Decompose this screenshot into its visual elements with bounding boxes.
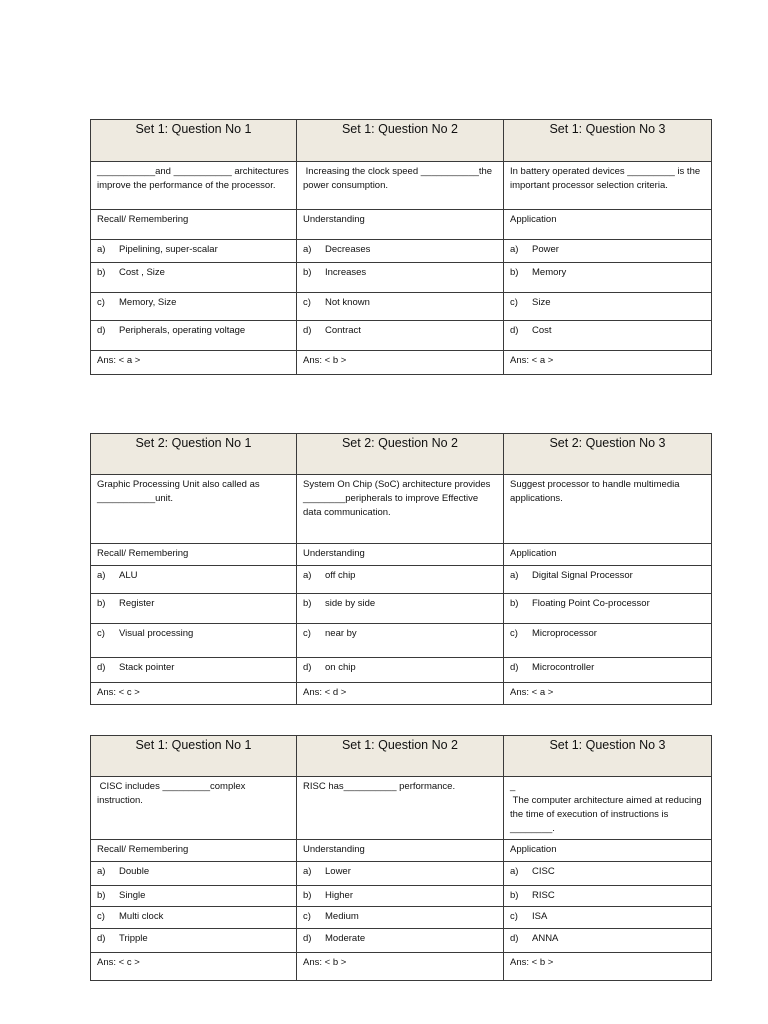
option-text: Power bbox=[532, 244, 559, 255]
option-letter: a) bbox=[303, 570, 312, 581]
option-text: Microcontroller bbox=[532, 662, 595, 673]
question-text: In battery operated devices _________ is the important processor selection criteria. bbox=[504, 162, 712, 210]
option-c bbox=[504, 293, 712, 321]
answer: Ans: < a > bbox=[91, 351, 297, 375]
option-text: Memory, Size bbox=[119, 297, 177, 308]
option-letter: a) bbox=[303, 244, 312, 255]
question-table-3 bbox=[90, 735, 712, 981]
option-text: Peripherals, operating voltage bbox=[119, 325, 246, 336]
cognitive-level: Recall/ Remembering bbox=[91, 544, 297, 566]
option-a bbox=[504, 240, 712, 263]
option-text: Pipelining, super-scalar bbox=[119, 244, 218, 255]
option-text: Register bbox=[119, 598, 155, 609]
option-d bbox=[504, 658, 712, 683]
option-letter: d) bbox=[97, 325, 106, 336]
option-letter: a) bbox=[97, 570, 106, 581]
question-table-2 bbox=[90, 433, 712, 705]
option-c bbox=[297, 907, 504, 929]
question-text: System On Chip (SoC) architecture provides ________peripherals to improve Effective data communication. bbox=[297, 475, 504, 544]
option-a bbox=[504, 566, 712, 594]
option-text: Cost bbox=[532, 325, 552, 336]
option-text: Microprocessor bbox=[532, 628, 597, 639]
answer: Ans: < b > bbox=[297, 953, 504, 981]
answer: Ans: < c > bbox=[91, 683, 297, 705]
question-header: Set 1: Question No 3 bbox=[504, 120, 712, 162]
option-c bbox=[297, 293, 504, 321]
option-letter: b) bbox=[303, 267, 312, 278]
answer: Ans: < b > bbox=[504, 953, 712, 981]
question-text: CISC includes _________complex instruction. bbox=[91, 777, 297, 840]
option-a bbox=[504, 862, 712, 886]
option-b bbox=[504, 594, 712, 624]
option-c bbox=[504, 907, 712, 929]
answer: Ans: < a > bbox=[504, 351, 712, 375]
option-d bbox=[297, 929, 504, 953]
option-b bbox=[297, 594, 504, 624]
option-text: Moderate bbox=[325, 933, 366, 944]
answer: Ans: < b > bbox=[297, 351, 504, 375]
option-d bbox=[504, 929, 712, 953]
option-text: ALU bbox=[119, 570, 138, 581]
option-text: Floating Point Co-processor bbox=[532, 598, 650, 609]
question-text: _ The computer architecture aimed at reducing the time of execution of instructions is ________. bbox=[504, 777, 712, 840]
option-text: Single bbox=[119, 890, 146, 901]
option-letter: b) bbox=[97, 890, 106, 901]
option-letter: a) bbox=[97, 244, 106, 255]
option-letter: b) bbox=[303, 598, 312, 609]
option-letter: d) bbox=[97, 933, 106, 944]
option-text: Increases bbox=[325, 267, 367, 278]
cognitive-level: Understanding bbox=[297, 544, 504, 566]
option-letter: d) bbox=[303, 325, 312, 336]
option-letter: d) bbox=[97, 662, 106, 673]
question-text: Graphic Processing Unit also called as ___________unit. bbox=[91, 475, 297, 544]
option-b bbox=[91, 886, 297, 907]
question-header: Set 2: Question No 3 bbox=[504, 434, 712, 475]
option-letter: d) bbox=[303, 662, 312, 673]
option-letter: c) bbox=[303, 297, 311, 308]
option-text: Higher bbox=[325, 890, 353, 901]
question-header: Set 1: Question No 3 bbox=[504, 736, 712, 777]
option-d bbox=[297, 321, 504, 351]
option-a bbox=[297, 862, 504, 886]
option-text: Contract bbox=[325, 325, 361, 336]
option-letter: c) bbox=[97, 297, 105, 308]
option-letter: c) bbox=[510, 297, 518, 308]
option-letter: c) bbox=[303, 911, 311, 922]
option-letter: d) bbox=[510, 933, 519, 944]
option-a bbox=[91, 240, 297, 263]
cognitive-level: Recall/ Remembering bbox=[91, 210, 297, 240]
question-text: ___________and ___________ architectures improve the performance of the processor. bbox=[91, 162, 297, 210]
option-b bbox=[504, 886, 712, 907]
option-d bbox=[91, 321, 297, 351]
option-d bbox=[504, 321, 712, 351]
cognitive-level: Application bbox=[504, 840, 712, 862]
option-letter: b) bbox=[97, 598, 106, 609]
option-text: Cost , Size bbox=[119, 267, 165, 278]
question-header: Set 1: Question No 2 bbox=[297, 120, 504, 162]
option-c bbox=[91, 293, 297, 321]
option-letter: c) bbox=[510, 628, 518, 639]
question-text: Increasing the clock speed ___________the power consumption. bbox=[297, 162, 504, 210]
question-header: Set 2: Question No 2 bbox=[297, 434, 504, 475]
option-letter: a) bbox=[510, 866, 519, 877]
option-letter: c) bbox=[97, 628, 105, 639]
option-text: Size bbox=[532, 297, 551, 308]
answer: Ans: < a > bbox=[504, 683, 712, 705]
question-header: Set 1: Question No 1 bbox=[91, 736, 297, 777]
cognitive-level: Understanding bbox=[297, 210, 504, 240]
option-text: ANNA bbox=[532, 933, 559, 944]
option-a bbox=[297, 240, 504, 263]
option-letter: d) bbox=[303, 933, 312, 944]
cognitive-level: Recall/ Remembering bbox=[91, 840, 297, 862]
option-c bbox=[91, 624, 297, 658]
option-text: side by side bbox=[325, 598, 376, 609]
option-b bbox=[91, 263, 297, 293]
option-text: Double bbox=[119, 866, 150, 877]
option-letter: d) bbox=[510, 662, 519, 673]
option-a bbox=[91, 566, 297, 594]
question-header: Set 1: Question No 1 bbox=[91, 120, 297, 162]
option-b bbox=[297, 263, 504, 293]
option-text: ISA bbox=[532, 911, 548, 922]
cognitive-level: Application bbox=[504, 210, 712, 240]
option-c bbox=[504, 624, 712, 658]
option-text: Not known bbox=[325, 297, 370, 308]
option-letter: a) bbox=[510, 570, 519, 581]
option-letter: a) bbox=[510, 244, 519, 255]
option-letter: b) bbox=[510, 267, 519, 278]
question-text: Suggest processor to handle multimedia applications. bbox=[504, 475, 712, 544]
option-text: near by bbox=[325, 628, 357, 639]
option-letter: b) bbox=[303, 890, 312, 901]
question-header: Set 2: Question No 1 bbox=[91, 434, 297, 475]
option-d bbox=[91, 929, 297, 953]
option-letter: b) bbox=[97, 267, 106, 278]
option-text: off chip bbox=[325, 570, 356, 581]
option-b bbox=[91, 594, 297, 624]
option-text: Tripple bbox=[119, 933, 148, 944]
option-text: RISC bbox=[532, 890, 555, 901]
option-text: Visual processing bbox=[119, 628, 194, 639]
option-text: Digital Signal Processor bbox=[532, 570, 633, 581]
option-text: CISC bbox=[532, 866, 555, 877]
option-c bbox=[297, 624, 504, 658]
cognitive-level: Understanding bbox=[297, 840, 504, 862]
option-a bbox=[297, 566, 504, 594]
answer: Ans: < d > bbox=[297, 683, 504, 705]
option-d bbox=[297, 658, 504, 683]
option-letter: b) bbox=[510, 598, 519, 609]
option-text: Multi clock bbox=[119, 911, 164, 922]
option-letter: b) bbox=[510, 890, 519, 901]
option-letter: d) bbox=[510, 325, 519, 336]
option-letter: c) bbox=[97, 911, 105, 922]
option-a bbox=[91, 862, 297, 886]
option-text: Lower bbox=[325, 866, 351, 877]
question-text: RISC has__________ performance. bbox=[297, 777, 504, 840]
option-d bbox=[91, 658, 297, 683]
option-text: Medium bbox=[325, 911, 359, 922]
option-letter: c) bbox=[510, 911, 518, 922]
option-b bbox=[504, 263, 712, 293]
option-letter: a) bbox=[97, 866, 106, 877]
question-header: Set 1: Question No 2 bbox=[297, 736, 504, 777]
option-letter: a) bbox=[303, 866, 312, 877]
option-text: Decreases bbox=[325, 244, 371, 255]
question-table-1 bbox=[90, 119, 712, 375]
cognitive-level: Application bbox=[504, 544, 712, 566]
option-text: Memory bbox=[532, 267, 567, 278]
option-c bbox=[91, 907, 297, 929]
option-text: on chip bbox=[325, 662, 356, 673]
option-letter: c) bbox=[303, 628, 311, 639]
option-b bbox=[297, 886, 504, 907]
answer: Ans: < c > bbox=[91, 953, 297, 981]
option-text: Stack pointer bbox=[119, 662, 175, 673]
